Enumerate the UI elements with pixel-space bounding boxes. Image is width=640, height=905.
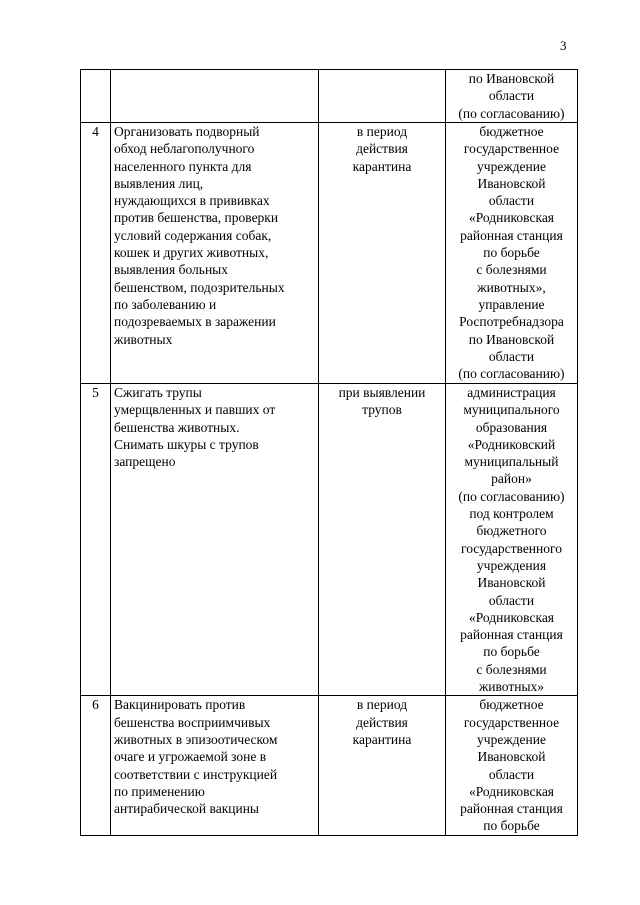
action-line: по заболеванию и: [114, 296, 217, 312]
action-line: антирабической вакцины: [114, 801, 259, 817]
responsible-cell: [446, 384, 578, 696]
responsible-line: «Родниковская: [468, 210, 555, 226]
responsible-line: государственное: [463, 141, 560, 157]
responsible-line: государственного: [461, 540, 562, 556]
action-line: запрещено: [114, 454, 176, 470]
action-cell: [111, 123, 319, 384]
action-line: условий содержания собак,: [114, 227, 272, 243]
responsible-line: район»: [491, 471, 532, 487]
responsible-line: по Ивановской: [468, 71, 555, 86]
responsible-line: районная станция: [460, 227, 563, 243]
responsible-line: по борьбе: [483, 644, 540, 660]
action-cell: [111, 696, 319, 835]
term-cell: [319, 696, 446, 835]
table-row-continuation: [81, 70, 578, 123]
action-line: бешенством, подозрительных: [114, 279, 285, 295]
action-line: Сжигать трупы: [114, 385, 202, 400]
term-line: действия: [356, 141, 408, 157]
responsible-line: Ивановской: [477, 575, 546, 591]
action-line: бешенства животных.: [114, 419, 240, 435]
table-row-4: [81, 123, 578, 384]
responsible-line: управление: [478, 296, 545, 312]
row-number-cell: [81, 70, 111, 123]
responsible-line: образования: [475, 419, 548, 435]
action-line: Вакцинировать против: [114, 697, 246, 713]
action-line: выявления лиц,: [114, 175, 204, 191]
responsible-line: области: [488, 193, 535, 209]
action-line: умерщвленных и павших от: [114, 402, 276, 418]
action-line: по применению: [114, 783, 205, 799]
responsible-line: «Родниковский: [467, 436, 556, 452]
table-row-5: [81, 384, 578, 696]
responsible-line: области: [488, 766, 535, 782]
responsible-line: учреждение: [477, 731, 546, 747]
term-line: трупов: [362, 402, 402, 418]
responsible-line: районная станция: [460, 627, 563, 643]
responsible-line: по Ивановской: [468, 331, 555, 347]
action-cell: [111, 384, 319, 696]
term-line: карантина: [352, 731, 412, 747]
responsible-line: муниципального: [463, 402, 560, 418]
responsible-cell: [446, 123, 578, 384]
responsible-line: муниципальный: [464, 454, 559, 470]
responsible-line: области: [488, 348, 535, 364]
responsible-line: государственное: [463, 714, 560, 730]
term-line: карантина: [352, 158, 412, 174]
action-line: обход неблагополучного: [114, 141, 255, 157]
responsible-cell: [446, 70, 578, 123]
term-line: действия: [356, 714, 408, 730]
action-line: Организовать подворный: [114, 124, 260, 139]
responsible-line: (по согласованию): [458, 366, 565, 382]
action-line: животных: [114, 331, 173, 347]
action-line: очаге и угрожаемой зоне в: [114, 749, 267, 765]
responsible-line: бюджетного: [476, 523, 547, 539]
action-line: населенного пункта для: [114, 158, 252, 174]
action-line: против бешенства, проверки: [114, 210, 279, 226]
responsible-line: бюджетное: [479, 697, 544, 713]
responsible-cell: [446, 696, 578, 835]
responsible-line: бюджетное: [479, 124, 544, 139]
term-cell: [319, 384, 446, 696]
responsible-line: администрация: [467, 385, 556, 400]
row-number-cell: 5: [81, 384, 111, 696]
page-number: 3: [560, 38, 567, 53]
responsible-line: (по согласованию): [458, 105, 565, 121]
responsible-line: учреждение: [477, 158, 546, 174]
term-line: в период: [356, 697, 408, 713]
responsible-line: с болезнями: [476, 262, 547, 278]
responsible-line: животных»: [478, 679, 545, 695]
term-cell: [319, 70, 446, 123]
action-cell: [111, 70, 319, 123]
responsible-line: учреждения: [476, 557, 547, 573]
table-row-6: [81, 696, 578, 835]
action-line: выявления больных: [114, 262, 228, 278]
row-number-cell: 4: [81, 123, 111, 384]
responsible-line: «Родниковская: [468, 783, 555, 799]
measures-table: [80, 69, 578, 836]
responsible-line: «Родниковская: [468, 609, 555, 625]
row-number-cell: 6: [81, 696, 111, 835]
action-line: животных в эпизоотическом: [114, 731, 278, 747]
responsible-line: по борьбе: [483, 245, 540, 261]
action-line: кошек и других животных,: [114, 245, 269, 261]
term-line: в период: [356, 124, 408, 139]
action-line: Снимать шкуры с трупов: [114, 436, 259, 452]
term-cell: [319, 123, 446, 384]
action-line: бешенства восприимчивых: [114, 714, 271, 730]
term-line: при выявлении: [338, 385, 426, 400]
responsible-line: под контролем: [469, 506, 554, 522]
action-line: соответствии с инструкцией: [114, 766, 278, 782]
responsible-line: Ивановской: [477, 175, 546, 191]
responsible-line: области: [488, 88, 535, 104]
responsible-line: (по согласованию): [458, 488, 565, 504]
responsible-line: Ивановской: [477, 749, 546, 765]
action-line: подозреваемых в заражении: [114, 314, 276, 330]
responsible-line: области: [488, 592, 535, 608]
responsible-line: по борьбе: [483, 818, 540, 834]
responsible-line: Роспотребнадзора: [459, 314, 564, 330]
responsible-line: районная станция: [460, 801, 563, 817]
responsible-line: с болезнями: [476, 661, 547, 677]
action-line: нуждающихся в прививках: [114, 193, 270, 209]
responsible-line: животных»,: [477, 279, 546, 295]
